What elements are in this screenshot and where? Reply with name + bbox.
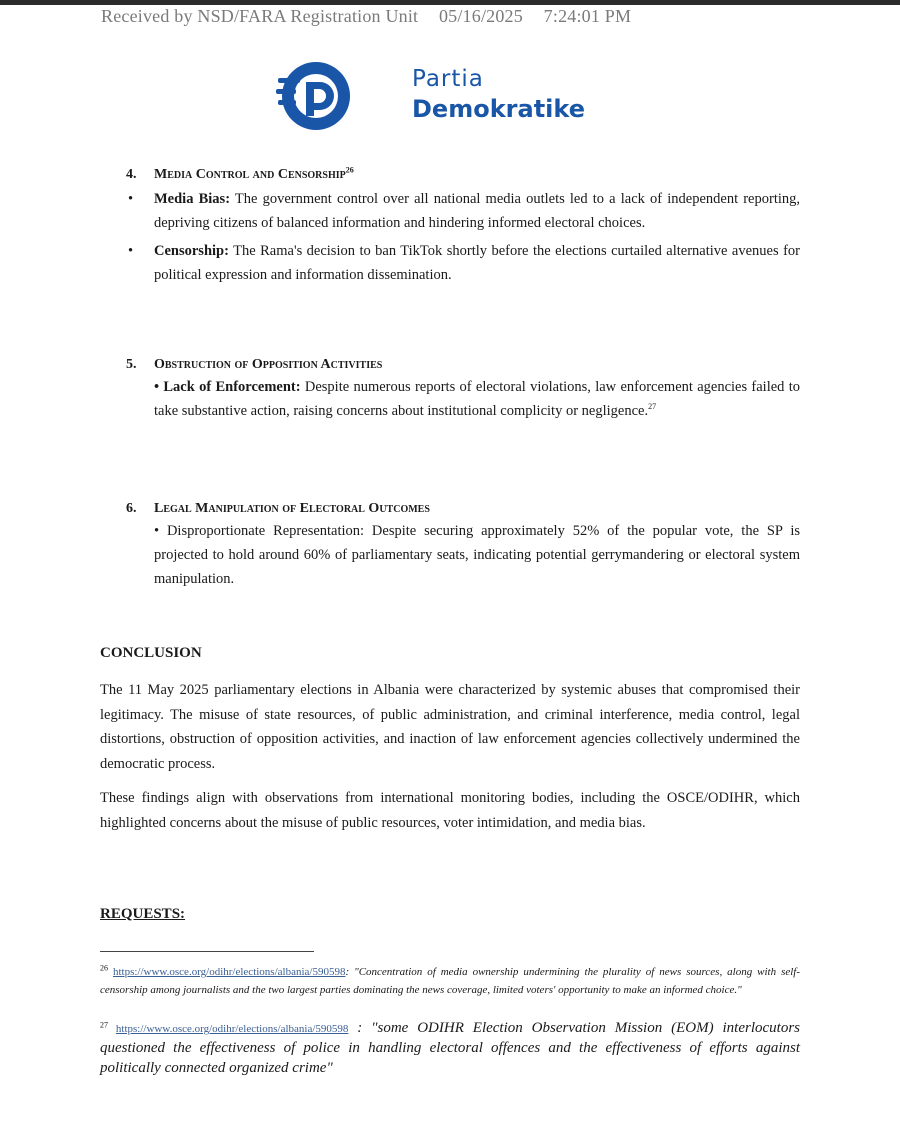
footnote-ref: 27 [648,402,657,412]
section-heading [126,167,800,183]
footnote-quote: : "some ODIHR Election Observation Mission (EOM) interlocutors questioned the effectiveness of police in handling electoral offences and the effectiveness of efforts against politically connected organized crime" [100,1020,800,1076]
footnote-divider [100,951,314,952]
section-legal-manipulation [126,501,800,591]
section-title: Media Control and Censorship [154,167,346,182]
stamp-date: 05/16/2025 [438,6,523,26]
logo-text-partia: Partia [412,66,484,92]
footnote-number: 27 [100,1020,108,1030]
conclusion-paragraph: These findings align with observations from international monitoring bodies, including the OSCE/ODIHR, which highlighted concerns about the misuse of public resources, voter intimidation, and media bias. [100,790,800,831]
section-paragraph: • Disproportionate Representation: Despite securing approximately 52% of the popular vote, the SP is projected to hold around 60% of parliamentary seats, indicating potential gerrymandering or electoral system manipulation. [154,523,800,587]
section-title: Obstruction of Opposition Activities [154,357,383,372]
party-logo [276,56,636,136]
section-number: 5. [126,357,137,372]
footnote-26 [100,963,800,999]
footnote-link[interactable]: https://www.osce.org/odihr/elections/albania/590598 [112,966,346,978]
top-border [0,0,900,5]
footnote-ref: 26 [345,165,354,175]
section-number: 6. [126,501,137,516]
section-media-control [126,167,800,287]
section-number: 4. [126,167,137,182]
section-heading [126,501,800,517]
stamp-text: Received by NSD/FARA Registration Unit [101,6,419,26]
bullet-item [126,239,800,287]
bullet-dot: • [128,191,134,207]
requests-heading: REQUESTS: [100,906,186,922]
footnote-link[interactable]: https://www.osce.org/odihr/elections/albania/590598 [115,1023,349,1035]
partia-demokratike-logo-icon [276,56,386,136]
fara-received-stamp [101,6,631,27]
footnote-27 [100,1018,800,1078]
bullet-item [126,187,800,235]
logo-text-demokratike: Demokratike [412,95,585,123]
item-text: Despite numerous reports of electoral violations, law enforcement agencies failed to take substantive action, raising concerns about institutional complicity or negligence. [154,379,800,419]
bullet-label: Media Bias: [154,191,231,207]
conclusion-paragraph: The 11 May 2025 parliamentary elections in Albania were characterized by systemic abuses that compromised their legitimacy. The misuse of state resources, of public administration, and criminal interference, media control, legal distortions, obstruction of opposition activities, and inaction of law enforcement agencies collectively undermined the democratic process. [100,682,800,772]
bullet-text: The Rama's decision to ban TikTok shortly before the elections curtailed alternative avenues for political expression and information dissemination. [154,243,800,283]
bullet-text: The government control over all national media outlets led to a lack of independent reporting, depriving citizens of balanced information and hindering informed electoral choices. [154,191,801,231]
footnote-number: 26 [100,963,108,973]
footnote-quote: : "Concentration of media ownership undermining the plurality of news sources, along with self-censorship among journalists and the two largest parties dominating the news coverage, limited voters' opportunity to make an informed choice." [100,966,801,996]
item-label: • Lack of Enforcement: [154,379,301,395]
section-heading [126,357,800,373]
section-paragraph [126,375,800,423]
bullet-label: Censorship: [154,243,229,259]
section-title: Legal Manipulation of Electoral Outcomes [154,501,430,516]
bullet-dot: • [128,243,134,259]
section-obstruction [126,357,800,423]
stamp-time: 7:24:01 PM [543,6,632,26]
conclusion-heading: CONCLUSION [100,645,202,661]
